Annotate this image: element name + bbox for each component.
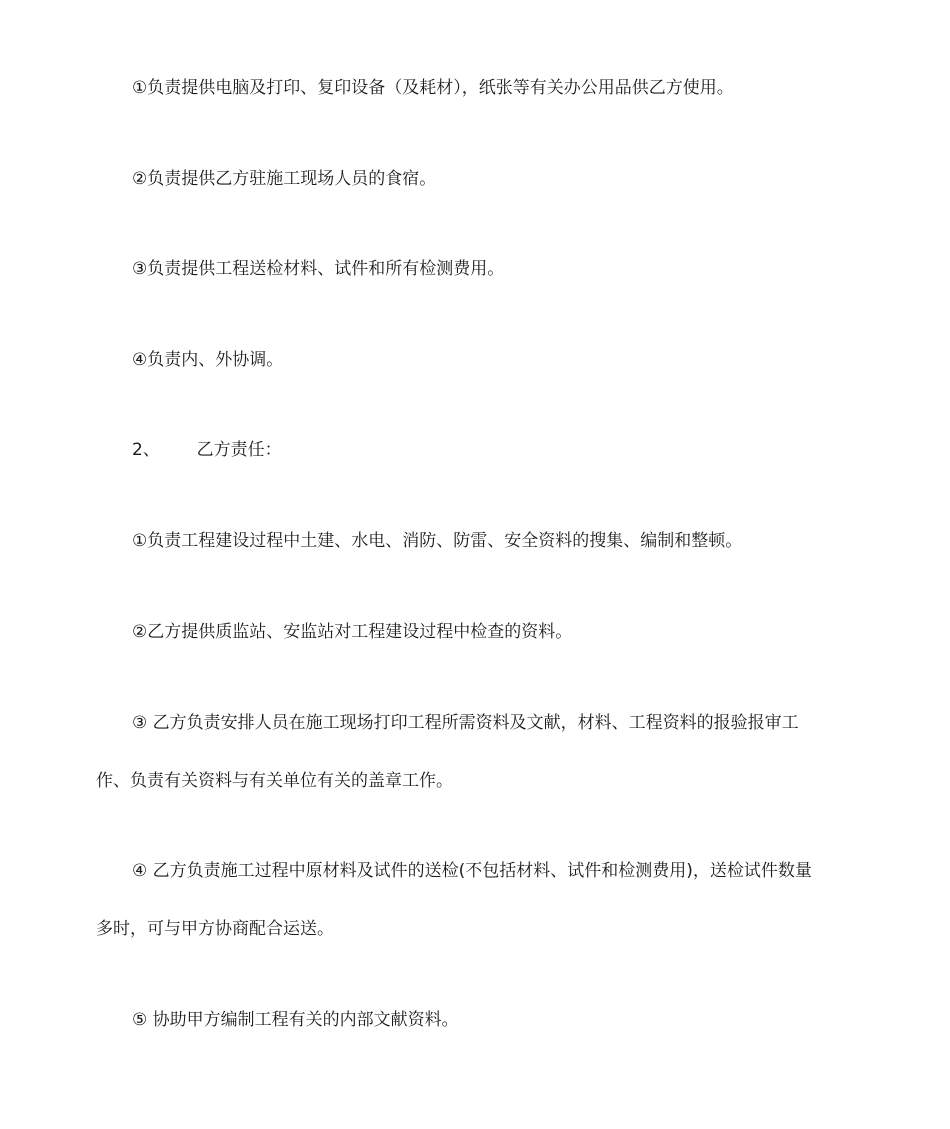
section-title: 乙方责任： (196, 440, 282, 460)
paragraph-9-line-2: 多时，可与甲方协商配合运送。 (96, 919, 334, 939)
paragraph-4: ④负责内、外协调。 (132, 350, 284, 370)
section-heading (132, 438, 282, 462)
paragraph-2: ②负责提供乙方驻施工现场人员的食宿。 (132, 169, 437, 189)
paragraph-6: ①负责工程建设过程中土建、水电、消防、防雷、安全资料的搜集、编制和整顿。 (132, 531, 743, 551)
section-number: 2、 (132, 440, 160, 460)
paragraph-3: ③负责提供工程送检材料、试件和所有检测费用。 (132, 259, 505, 279)
paragraph-10: ⑤ 协助甲方编制工程有关的内部文献资料。 (132, 1010, 459, 1030)
paragraph-1: ①负责提供电脑及打印、复印设备（及耗材），纸张等有关办公用品供乙方使用。 (132, 78, 734, 98)
paragraph-8-line-2: 作、负责有关资料与有关单位有关的盖章工作。 (96, 771, 453, 791)
paragraph-9-line-1: ④ 乙方负责施工过程中原材料及试件的送检(不包括材料、试件和检测费用)，送检试件数量 (132, 861, 812, 881)
paragraph-7: ②乙方提供质监站、安监站对工程建设过程中检查的资料。 (132, 622, 573, 642)
paragraph-8-line-1: ③ 乙方负责安排人员在施工现场打印工程所需资料及文献，材料、工程资料的报验报审工 (132, 713, 799, 733)
